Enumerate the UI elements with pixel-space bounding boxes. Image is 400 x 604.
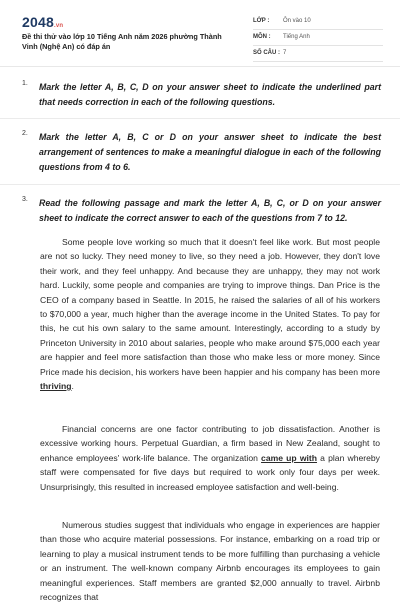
meta-key: MÔN :	[253, 34, 271, 40]
meta-key: SỐ CÂU :	[253, 50, 280, 56]
exam-meta-table	[253, 14, 383, 62]
question-divider	[0, 184, 400, 185]
paragraph-text: .	[71, 381, 74, 392]
logo-tld: .vn	[53, 23, 64, 29]
question-divider	[0, 118, 400, 119]
page-header	[0, 0, 400, 62]
question-number: 2.	[22, 130, 28, 137]
paragraph-text: Financial concerns are one factor contributing to job dissatisfaction. Another is excessive working hours. Perpetual Guardian, a firm based in New Zealand, sought to enhance employees' work-life balance. The organization	[40, 424, 380, 463]
passage-paragraph-1	[40, 235, 380, 393]
question-instruction: Mark the letter A, B, C, D on your answer sheet to indicate the underlined part that needs correction in each of the following questions.	[39, 82, 381, 107]
meta-value: Tiếng Anh	[283, 34, 310, 40]
question-instruction: Read the following passage and mark the letter A, B, C, or D on your answer sheet to indicate the correct answer to each of the questions from 7 to 12.	[39, 198, 381, 223]
passage-paragraph-2	[40, 422, 380, 494]
exam-title: Đề thi thử vào lớp 10 Tiếng Anh năm 2026 phường Thành Vinh (Nghệ An) có đáp án	[22, 32, 222, 51]
header-divider	[0, 66, 400, 67]
underlined-phrase: came up with	[261, 452, 318, 463]
question-number: 1.	[22, 80, 28, 87]
paragraph-text: a plan whereby staff were compensated for five days but required to work only four days per week. Unsurprisingly, this resulted in increased employee satisfaction and well-being.	[40, 452, 380, 492]
meta-key: LỚP :	[253, 18, 270, 24]
passage-paragraph-3	[40, 518, 380, 604]
underlined-word: thriving	[40, 381, 72, 392]
meta-row-question-count	[253, 46, 383, 62]
paragraph-text: Numerous studies suggest that individuals who engage in experiences are happier than those who acquire material possessions. For instance, embarking on a road trip or learning to play a musical instrument tends to be more fulfilling than purchasing a vehicle or an instrument. The well-known company Airbnb encourages its employees to gain meaningful experiences. Staff members are granted $2,000 annually to travel. Airbnb recognizes that	[40, 520, 380, 603]
logo-main: 2048	[22, 14, 54, 30]
meta-value: Ôn vào 10	[283, 18, 311, 24]
question-number: 3.	[22, 196, 28, 203]
meta-row-class	[253, 14, 383, 30]
paragraph-text: Some people love working so much that it doesn't feel like work. But most people are not so lucky. They need money to live, so they need a job. However, they don't love their work, and they feel unhappy. And because they are unhappy, they may not work hard. Luckily, some people and companies are trying to improve things. Dan Price is the CEO of a company based in Seattle. In 2015, he raised the salaries of all of his workers to $70,000 a year, much higher than the average income in the United States. To pay for this, he cut his own salary to the same amount. Interestingly, according to a study by Princeton University in 2010 about salaries, people who make around $75,000 each year are happier and feel more satisfaction than those who make less or more money. Since Price made his decision, his workers have been happier and his company has been more	[40, 237, 380, 377]
meta-row-subject	[253, 30, 383, 46]
site-logo[interactable]	[22, 14, 63, 30]
meta-value: 7	[283, 50, 287, 56]
question-instruction: Mark the letter A, B, C or D on your answer sheet to indicate the best arrangement of sentences to make a meaningful dialogue in each of the following questions from 4 to 6.	[39, 132, 381, 172]
